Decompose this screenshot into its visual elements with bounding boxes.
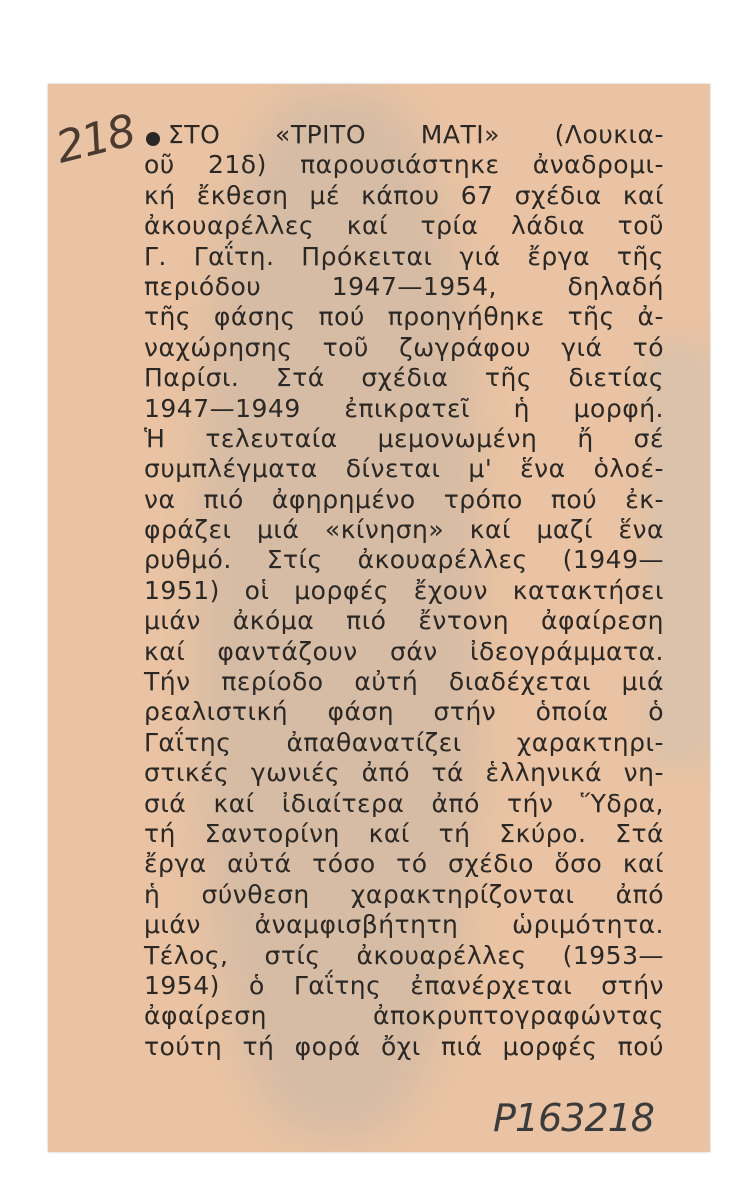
article-line: Γ. Γαΐτη. Πρόκειται γιά ἔργα τῆς	[144, 241, 664, 271]
article-line: στικές γωνιές ἀπό τά ἑλληνικά νη-	[144, 758, 664, 788]
article-line: Παρίσι. Στά σχέδια τῆς διετίας	[144, 363, 664, 393]
newspaper-clipping	[48, 84, 710, 1152]
article-line: 1947—1949 ἐπικρατεῖ ἡ μορφή.	[144, 393, 664, 423]
article-line: Τήν περίοδο αὐτή διαδέχεται μιά	[144, 667, 664, 697]
article-line: συμπλέγματα δίνεται μ' ἕνα ὁλοέ-	[144, 454, 664, 484]
article-line: Τέλος, στίς ἀκουαρέλλες (1953—	[144, 940, 664, 970]
article-line: ρυθμό. Στίς ἀκουαρέλλες (1949—	[144, 545, 664, 575]
article-line: ἡ σύνθεση χαρακτηρίζονται ἀπό	[144, 879, 664, 909]
article-line: ρεαλιστική φάση στήν ὁποία ὁ	[144, 697, 664, 727]
article-line: να πιό ἀφηρημένο τρόπο πού ἐκ-	[144, 484, 664, 514]
handwritten-reference: Ρ163218	[493, 1096, 654, 1140]
article-line: κή ἔκθεση μέ κάπου 67 σχέδια καί	[144, 180, 664, 210]
handwritten-number: 218	[50, 105, 139, 174]
article-line: ἔργα αὐτά τόσο τό σχέδιο ὅσο καί	[144, 849, 664, 879]
article-line: καί φαντάζουν σάν ἰδεογράμματα.	[144, 636, 664, 666]
article-line: ἀφαίρεση ἀποκρυπτογραφώντας	[144, 1001, 664, 1031]
article-line: μιάν ἀναμφισβήτητη ὡριμότητα.	[144, 910, 664, 940]
article-line: σιά καί ἰδιαίτερα ἀπό τήν Ὕδρα,	[144, 788, 664, 818]
article-line: 1954) ὁ Γαΐτης ἐπανέρχεται στήν	[144, 970, 664, 1000]
article-line: Ἡ τελευταία μεμονωμένη ἤ σέ	[144, 423, 664, 453]
article-line: οῦ 21δ) παρουσιάστηκε ἀναδρομι-	[144, 150, 664, 180]
article-line: τῆς φάσης πού προηγήθηκε τῆς ἀ-	[144, 302, 664, 332]
article-line: ναχώρησης τοῦ ζωγράφου γιά τό	[144, 332, 664, 362]
article-body	[144, 120, 664, 1062]
article-line: ἀκουαρέλλες καί τρία λάδια τοῦ	[144, 211, 664, 241]
article-line: μιάν ἀκόμα πιό ἔντονη ἀφαίρεση	[144, 606, 664, 636]
article-line: φράζει μιά «κίνηση» καί μαζί ἕνα	[144, 515, 664, 545]
article-line: τή Σαντορίνη καί τή Σκύρο. Στά	[144, 818, 664, 848]
article-line: περιόδου 1947—1954, δηλαδή	[144, 271, 664, 301]
article-line: τούτη τή φορά ὄχι πιά μορφές πού	[144, 1031, 664, 1061]
article-line: Γαΐτης ἀπαθανατίζει χαρακτηρι-	[144, 727, 664, 757]
article-line: 1951) οἱ μορφές ἔχουν κατακτήσει	[144, 575, 664, 605]
article-line: ΣΤΟ «ΤΡΙΤΟ ΜΑΤΙ» (Λουκια-	[168, 120, 664, 149]
